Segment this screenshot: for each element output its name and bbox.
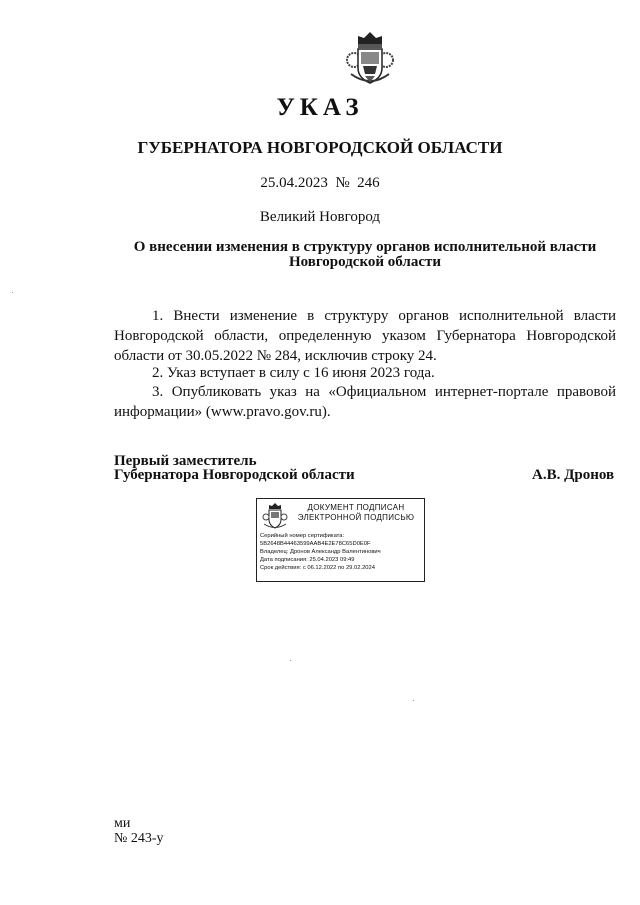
stamp-header-line-2: ЭЛЕКТРОННОЙ ПОДПИСЬЮ [297,513,415,522]
scan-speck [290,660,291,661]
stamp-header [291,503,421,523]
paragraph-2: 2. Указ вступает в силу с 16 июня 2023 года. [152,365,435,381]
scan-speck [12,292,13,293]
position-line-2: Губернатора Новгородской области [114,467,355,483]
document-subtitle: ГУБЕРНАТОРА НОВГОРОДСКОЙ ОБЛАСТИ [137,138,503,157]
scan-speck [413,700,414,701]
coat-of-arms-icon [341,30,399,88]
city-name: Великий Новгород [259,209,381,225]
signatory-position [114,454,355,482]
signatory-name: А.В. Дронов [532,467,615,483]
stamp-line: Владелец: Дронов Александр Валентинович [260,549,381,555]
stamp-line: Серийный номер сертификата: [260,533,345,539]
stamp-line: Срок действия: с 06.12.2022 по 29.02.2024 [260,565,375,571]
footer-note [114,816,164,846]
decree-number: 246 [357,175,380,191]
heading-line-2: Новгородской области [288,254,442,270]
footer-line-2: № 243-у [114,831,164,846]
stamp-line: 5B2648B44463599AAB4E2E78C65D0E0F [260,541,371,547]
heading-line-1: О внесении изменения в структуру органов исполнительной власти [133,239,597,255]
date-number-line [0,175,640,192]
stamp-emblem-icon [262,502,288,530]
position-line-1: Первый заместитель [114,453,257,469]
stamp-header-line-1: ДОКУМЕНТ ПОДПИСАН [307,503,405,512]
paragraph-1: 1. Внести изменение в структуру органов исполнительной власти Новгородской области, определенную указом Губернатора Новгородской области от 30.05.2022 № 284, исключив строку 24. [114,308,616,364]
document-title: УКАЗ [276,94,364,121]
number-sign: № [335,175,350,191]
decree-date: 25.04.2023 [260,175,328,191]
stamp-line: Дата подписания: 25.04.2023 09:49 [260,557,355,563]
footer-line-1: ми [114,816,131,831]
electronic-signature-stamp [256,498,425,582]
paragraph-3: 3. Опубликовать указ на «Официальном интернет-портале правовой информации» (www.pravo.gov.ru). [114,384,616,420]
decree-heading [110,240,620,270]
